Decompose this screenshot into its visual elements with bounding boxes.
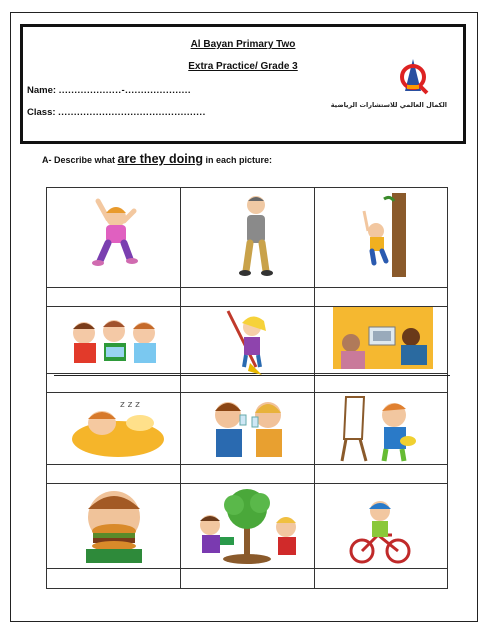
answer-blank-1[interactable]	[47, 288, 180, 306]
answer-blank-4[interactable]	[47, 374, 180, 392]
instruction-suffix: in each picture:	[202, 155, 272, 165]
boy-climbing-tree-icon	[354, 191, 414, 279]
school-name: Al Bayan Primary Two	[190, 39, 296, 50]
answer-blank-10[interactable]	[47, 569, 180, 588]
answer-blank-3[interactable]	[315, 288, 447, 306]
stray-line	[54, 375, 450, 376]
worksheet-title: Extra Practice/ Grade 3	[188, 61, 298, 72]
class-label: Class:	[27, 107, 56, 118]
picture-grid	[46, 187, 448, 589]
instruction-emphasis: are they doing	[117, 152, 203, 166]
kids-drinking-water-icon	[204, 391, 294, 463]
instruction-prefix: A- Describe what	[42, 155, 118, 165]
boy-painting-icon	[338, 393, 418, 463]
answer-blank-2[interactable]	[181, 288, 314, 306]
girl-sweeping-icon	[222, 309, 282, 375]
kids-watching-tv-icon	[333, 307, 433, 369]
name-field[interactable]	[27, 85, 191, 96]
children-reading-icon	[64, 311, 164, 371]
walking-man-icon	[236, 193, 276, 279]
jumping-girl-icon	[86, 197, 146, 269]
answer-blank-9[interactable]	[315, 465, 447, 483]
class-field[interactable]	[27, 107, 206, 118]
answer-blank-6[interactable]	[315, 374, 447, 392]
answer-blank-12[interactable]	[315, 569, 447, 588]
logo-caption: الكمال العالمي للاستشارات الرياضية	[330, 101, 447, 109]
answer-blank-5[interactable]	[181, 374, 314, 392]
child-sleeping-icon	[68, 395, 168, 461]
svg-text:z z z: z z z	[120, 400, 140, 410]
answer-blank-8[interactable]	[181, 465, 314, 483]
boy-riding-bike-icon	[348, 497, 412, 565]
class-blank: ...............................................	[58, 107, 206, 118]
logo-emblem-icon	[330, 55, 449, 111]
worksheet-header	[20, 24, 466, 144]
answer-blank-7[interactable]	[47, 465, 180, 483]
boy-eating-burger-icon	[66, 487, 162, 563]
name-blank: ....................-.....................	[58, 85, 192, 96]
instruction-text	[42, 152, 272, 166]
answer-blank-11[interactable]	[181, 569, 314, 588]
kids-watering-tree-icon	[186, 487, 312, 565]
name-label: Name:	[27, 85, 57, 96]
school-logo	[330, 55, 449, 111]
